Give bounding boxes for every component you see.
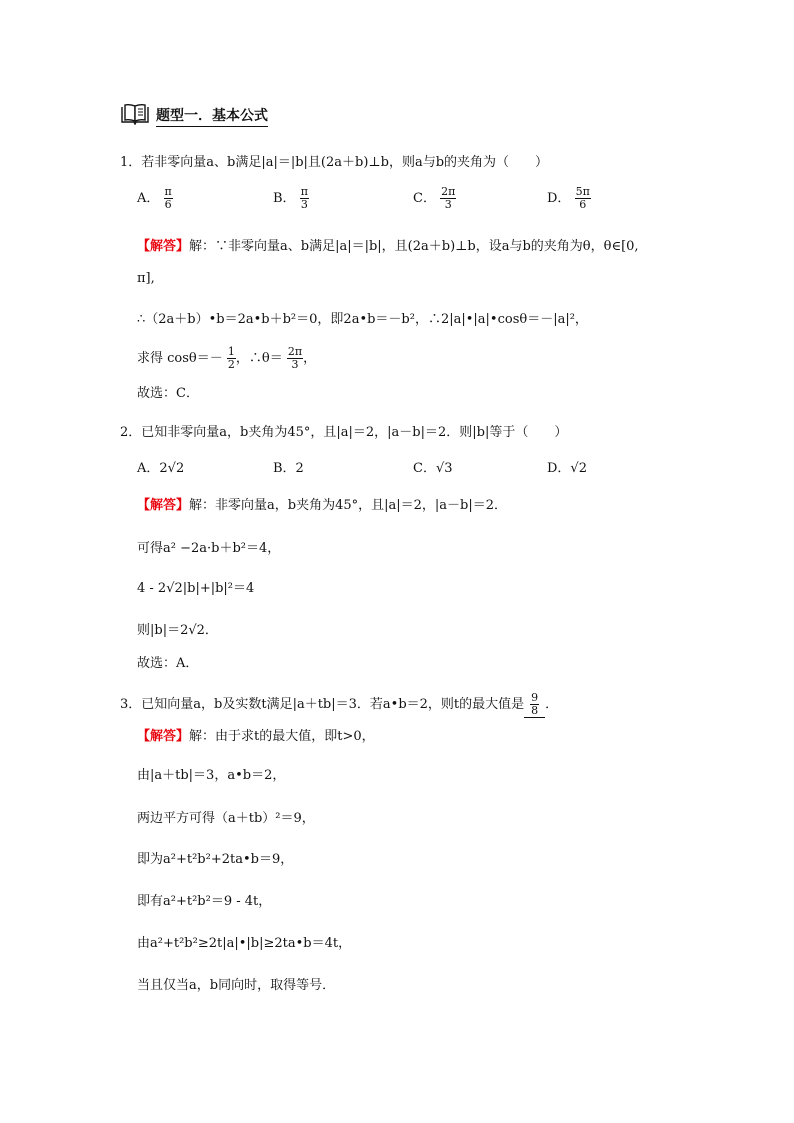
q1-option-c: C． $\frac{2\pi}{3}$	[413, 185, 456, 211]
answer-tag: 【解答】	[137, 239, 190, 254]
q1-answer-line-5: 故选：C．	[137, 386, 199, 401]
answer-tag: 【解答】	[137, 498, 190, 513]
section-header	[120, 104, 268, 128]
q2-answer-line-5: 故选：A．	[137, 656, 199, 671]
q2-answer-line-3: 4 - 2√2|b|+|b|²＝4	[137, 581, 255, 596]
q2-option-a: A．2√2	[137, 461, 185, 476]
q3-answer-line-2: 由|a＋tb|＝3，a•b＝2，	[137, 768, 286, 783]
q1-answer-line-3: ∴（2a＋b）•b＝2a•b＋b²＝0，即2a•b＝－b²，∴2|a|•|a|•cosθ＝－|a|²，	[137, 312, 588, 327]
q3-answer-line-7: 当且仅当a，b同向时，取得等号．	[137, 978, 336, 993]
book-icon	[120, 103, 150, 129]
q1-answer-line-2: π],	[137, 271, 155, 286]
q3-answer-line-6: 由a²+t²b²≥2t|a|•|b|≥2ta•b＝4t，	[137, 936, 352, 951]
q2-option-c: C．√3	[413, 461, 453, 476]
q1-option-d: D． $\frac{5\pi}{6}$	[547, 185, 590, 211]
q2-option-b: B．2	[273, 461, 304, 476]
q1-option-a: A． $\frac{\pi}{6}$	[137, 185, 172, 211]
q1-option-b: B． $\frac{\pi}{3}$	[273, 185, 308, 211]
q2-answer-line-2: 可得a² −2a·b＋b²＝4，	[137, 541, 281, 556]
q3-answer-blank: $\frac{9}{8}$	[524, 692, 545, 718]
answer-tag: 【解答】	[137, 729, 190, 744]
q2-option-d: D．√2	[547, 461, 587, 476]
q3-answer-line-1: 【解答】解：由于求t的最大值，即t>0，	[137, 729, 375, 744]
section-title: 题型一．基本公式	[156, 105, 268, 127]
q3-stem: 3．已知向量a，b及实数t满足|a＋tb|＝3．若a•b＝2，则t的最大值是 $\frac{9}{8}$ ．	[120, 691, 559, 717]
q3-answer-line-5: 即有a²+t²b²＝9 - 4t，	[137, 894, 272, 909]
q3-answer-line-4: 即为a²+t²b²+2ta•b＝9，	[137, 852, 294, 867]
q2-stem: 2．已知非零向量a，b夹角为45°，且|a|＝2，|a－b|＝2．则|b|等于（ ）	[120, 425, 568, 440]
q2-answer-line-1: 【解答】解：非零向量a，b夹角为45°，且|a|＝2，|a－b|＝2．	[137, 498, 508, 513]
q2-answer-line-4: 则|b|＝2√2．	[137, 623, 218, 638]
q1-stem: 1．若非零向量a、b满足|a|＝|b|且(2a＋b)⊥b，则a与b的夹角为（ ）	[120, 155, 549, 170]
q1-answer-line-1: 【解答】解：∵非零向量a、b满足|a|＝|b|，且(2a＋b)⊥b，设a与b的夹角为θ，θ∈[0,	[137, 239, 639, 254]
q1-answer-line-4: 求得 cosθ＝－ $\frac{1}{2}$ ，∴θ＝ $\frac{2\pi}{3}$ ，	[137, 345, 317, 371]
q3-answer-line-3: 两边平方可得（a＋tb）²＝9，	[137, 811, 315, 826]
